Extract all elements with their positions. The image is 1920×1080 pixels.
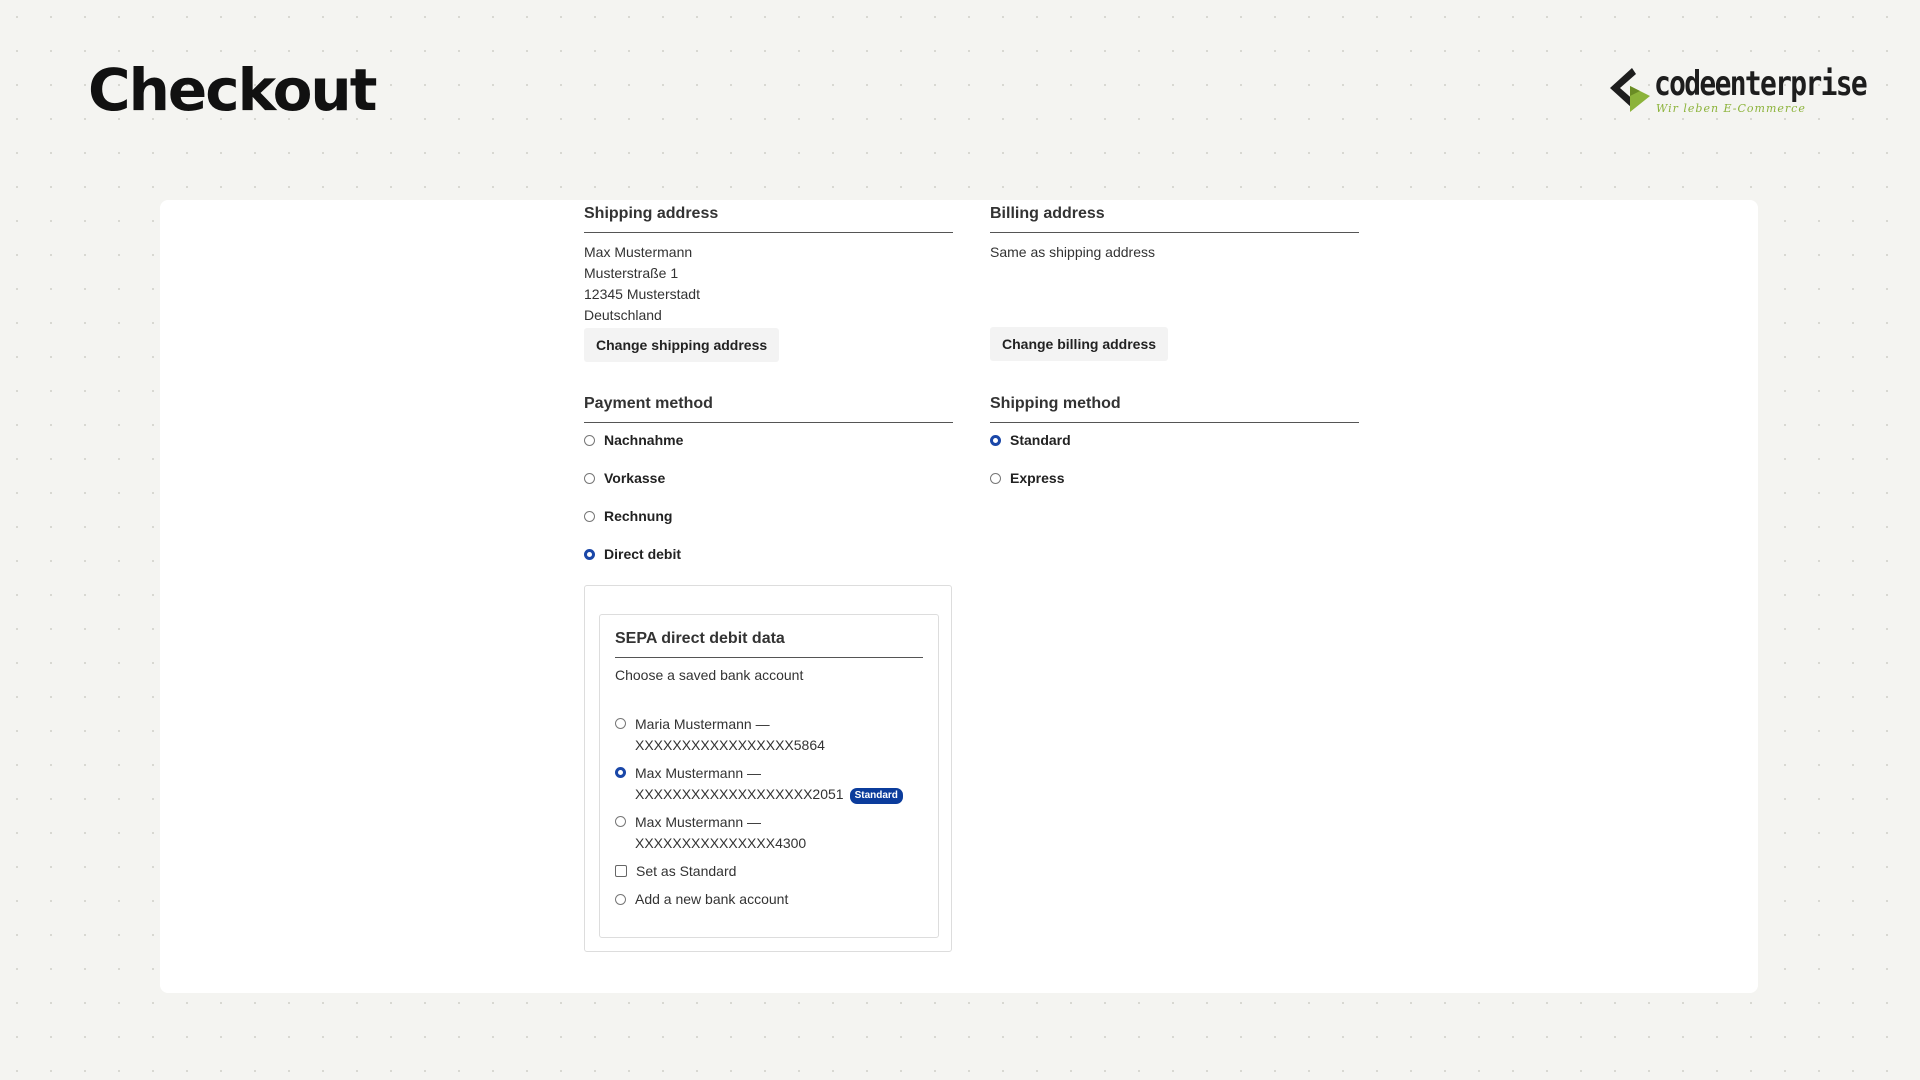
radio-button[interactable]	[584, 511, 595, 522]
radio-button-selected[interactable]	[990, 435, 1001, 446]
change-shipping-address-button[interactable]: Change shipping address	[584, 328, 779, 362]
shipping-address-lines	[584, 242, 953, 326]
billing-address-text	[990, 242, 1359, 328]
address-line: 12345 Musterstadt	[584, 286, 700, 302]
standard-badge: Standard	[850, 788, 903, 804]
sepa-data-box	[599, 614, 939, 938]
bank-account-text	[635, 763, 903, 805]
payment-method-section	[584, 395, 953, 564]
radio-button[interactable]	[615, 816, 626, 827]
radio-button[interactable]	[990, 473, 1001, 484]
radio-button[interactable]	[615, 718, 626, 729]
payment-option-nachnahme[interactable]	[584, 430, 953, 450]
payment-method-title: Payment method	[584, 395, 953, 423]
billing-address-section	[990, 205, 1359, 361]
radio-button[interactable]	[584, 473, 595, 484]
page-title: Checkout	[88, 56, 376, 124]
account-iban: XXXXXXXXXXXXXXX4300	[635, 835, 807, 851]
shipping-method-section	[990, 395, 1359, 488]
payment-option-direct-debit[interactable]	[584, 544, 953, 564]
radio-button[interactable]	[584, 435, 595, 446]
billing-address-title: Billing address	[990, 205, 1359, 233]
shipping-option-standard[interactable]	[990, 430, 1359, 450]
set-as-standard-option[interactable]	[615, 863, 736, 879]
logo-tagline: Wir leben E-Commerce	[1656, 102, 1806, 115]
account-iban: XXXXXXXXXXXXXXXXX5864	[635, 737, 825, 753]
billing-same-as-shipping: Same as shipping address	[990, 244, 1155, 260]
account-iban: XXXXXXXXXXXXXXXXXXX2051	[635, 786, 844, 802]
account-holder: Max Mustermann —	[635, 814, 762, 830]
add-new-bank-account-option[interactable]	[615, 891, 788, 907]
logo-wordmark: codeenterprise	[1654, 64, 1867, 104]
payment-option-rechnung[interactable]	[584, 506, 953, 526]
payment-option-label: Nachnahme	[604, 432, 684, 448]
payment-option-label: Direct debit	[604, 546, 682, 562]
shipping-address-section	[584, 205, 953, 362]
change-billing-address-button[interactable]: Change billing address	[990, 327, 1168, 361]
direct-debit-panel	[584, 585, 952, 952]
address-line: Deutschland	[584, 307, 662, 323]
bank-account-option[interactable]	[615, 763, 903, 805]
logo-mark-icon	[1610, 68, 1652, 114]
account-holder: Maria Mustermann —	[635, 716, 770, 732]
checkout-card	[160, 200, 1758, 993]
add-new-bank-account-label: Add a new bank account	[635, 891, 789, 907]
bank-account-option[interactable]	[615, 714, 825, 756]
payment-option-label: Rechnung	[604, 508, 673, 524]
payment-option-label: Vorkasse	[604, 470, 666, 486]
shipping-option-label: Express	[1010, 470, 1065, 486]
address-line: Musterstraße 1	[584, 265, 679, 281]
payment-option-vorkasse[interactable]	[584, 468, 953, 488]
shipping-option-label: Standard	[1010, 432, 1071, 448]
set-as-standard-checkbox[interactable]	[615, 865, 627, 877]
shipping-address-title: Shipping address	[584, 205, 953, 233]
sepa-title: SEPA direct debit data	[615, 630, 923, 658]
shipping-method-title: Shipping method	[990, 395, 1359, 423]
radio-button-selected[interactable]	[584, 549, 595, 560]
bank-account-option[interactable]	[615, 812, 806, 854]
radio-button[interactable]	[615, 894, 626, 905]
codeenterprise-logo	[1610, 64, 1867, 120]
bank-account-text	[635, 812, 806, 854]
set-as-standard-label: Set as Standard	[636, 863, 737, 879]
sepa-subtitle: Choose a saved bank account	[615, 667, 804, 683]
radio-button-selected[interactable]	[615, 767, 626, 778]
shipping-option-express[interactable]	[990, 468, 1359, 488]
address-line: Max Mustermann	[584, 244, 693, 260]
account-holder: Max Mustermann —	[635, 765, 762, 781]
bank-account-text	[635, 714, 825, 756]
